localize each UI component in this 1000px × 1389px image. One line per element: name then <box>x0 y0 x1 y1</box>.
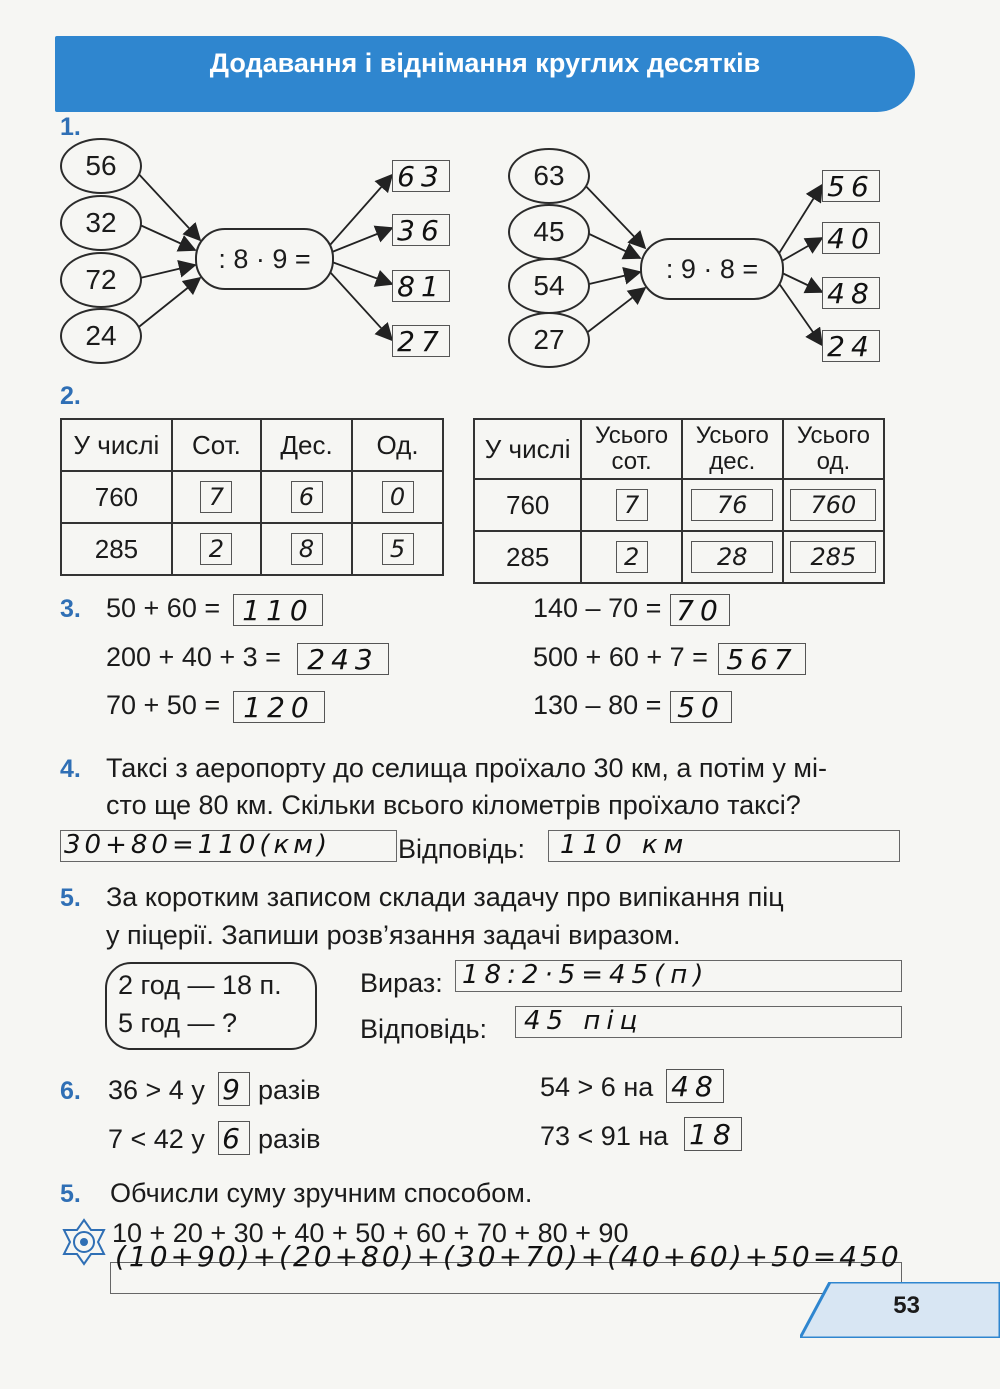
table2-r1-hundreds[interactable]: 7 <box>616 489 648 521</box>
table1-r2-number: 285 <box>61 523 172 575</box>
table2-r2-hundreds[interactable]: 2 <box>616 541 648 573</box>
ex1-left-input-2: 32 <box>60 195 142 251</box>
ex5-note-line-2: 5 год — ? <box>118 1008 237 1038</box>
table1-header-4: Од. <box>352 419 443 471</box>
exercise-6-label: 6. <box>60 1077 81 1105</box>
table2-header-4: Усього од. <box>783 419 884 479</box>
ex1-left-answer-4[interactable]: 27 <box>392 325 450 357</box>
ex3-left-expr-2: 200 + 40 + 3 = <box>106 642 281 672</box>
table1-r1-tens[interactable]: 6 <box>291 481 323 513</box>
ex3-left-expr-3: 70 + 50 = <box>106 690 221 720</box>
difficulty-star-icon <box>60 1218 108 1266</box>
exercise-7-label: 5. <box>60 1180 81 1208</box>
ex3-left-answer-1[interactable]: 110 <box>233 594 323 626</box>
ex3-right-answer-3[interactable]: 50 <box>670 691 732 723</box>
table1-r1-hundreds[interactable]: 7 <box>200 481 232 513</box>
page-number: 53 <box>893 1292 920 1319</box>
table2-r2-ones[interactable]: 285 <box>790 541 876 573</box>
ex7-task: Обчисли суму зручним способом. <box>110 1178 533 1208</box>
table1-r2-tens[interactable]: 8 <box>291 533 323 565</box>
table1-r1-ones[interactable]: 0 <box>382 481 414 513</box>
ex6-left-1-answer[interactable]: 9 <box>218 1072 250 1106</box>
total-units-table <box>473 418 885 584</box>
page-title: Додавання і віднімання круглих десятків <box>209 48 761 78</box>
ex3-left-answer-3[interactable]: 120 <box>233 691 325 723</box>
exercise-1-label: 1. <box>60 113 81 141</box>
ex4-solution[interactable]: 30+80=110(км) <box>64 830 331 860</box>
ex6-left-2-text: 7 < 42 у <box>108 1124 205 1154</box>
ex6-left-1-text: 36 > 4 у <box>108 1075 205 1105</box>
ex5-answer-label: Відповідь: <box>360 1014 488 1044</box>
ex5-note-line-1: 2 год — 18 п. <box>118 970 282 1000</box>
ex4-answer-label: Відповідь: <box>398 834 526 864</box>
ex6-right-2-text: 73 < 91 на <box>540 1121 669 1151</box>
ex4-text-line-1: Таксі з аеропорту до селища проїхало 30 км, а потім у мі- <box>106 753 827 783</box>
ex6-left-2-answer[interactable]: 6 <box>218 1121 250 1155</box>
ex5-text-line-2: у піцерії. Запиши розв’язання задачі виразом. <box>106 920 681 950</box>
table1-header-2: Сот. <box>172 419 261 471</box>
exercise-4-label: 4. <box>60 755 81 783</box>
table2-r2-tens[interactable]: 28 <box>691 541 773 573</box>
table1-r1-number: 760 <box>61 471 172 523</box>
ex1-right-input-3: 54 <box>508 258 590 314</box>
ex3-right-expr-2: 500 + 60 + 7 = <box>533 642 708 672</box>
ex4-answer[interactable]: 110 км <box>560 830 690 860</box>
table2-header-2: Усього сот. <box>581 419 681 479</box>
table1-header-3: Дес. <box>261 419 352 471</box>
exercise-3-label: 3. <box>60 595 81 623</box>
ex6-right-1-text: 54 > 6 на <box>540 1072 654 1102</box>
ex1-left-input-4: 24 <box>60 308 142 364</box>
ex1-left-answer-2[interactable]: 36 <box>392 214 450 246</box>
ex1-left-input-3: 72 <box>60 252 142 308</box>
ex3-left-answer-2[interactable]: 243 <box>297 643 389 675</box>
table1-r2-ones[interactable]: 5 <box>382 533 414 565</box>
ex3-right-answer-2[interactable]: 567 <box>718 643 806 675</box>
ex3-left-expr-1: 50 + 60 = <box>106 593 221 623</box>
table1-header-1: У числі <box>61 419 172 471</box>
table1-r2-hundreds[interactable]: 2 <box>200 533 232 565</box>
table2-header-1: У числі <box>474 419 581 479</box>
ex1-right-input-2: 45 <box>508 204 590 260</box>
exercise-2-label: 2. <box>60 382 81 410</box>
ex6-left-1-suffix: разів <box>258 1075 321 1105</box>
ex1-left-input-1: 56 <box>60 138 142 194</box>
ex7-expression: 10 + 20 + 30 + 40 + 50 + 60 + 70 + 80 + 90 <box>112 1218 629 1248</box>
place-value-table <box>60 418 444 576</box>
ex5-expression[interactable]: 18:2·5=45(п) <box>462 960 710 990</box>
ex1-right-operation: : 9 · 8 = <box>640 238 784 300</box>
ex3-right-expr-3: 130 – 80 = <box>533 690 662 720</box>
ex1-left-answer-1[interactable]: 63 <box>392 160 450 192</box>
ex6-right-2-answer[interactable]: 18 <box>684 1117 742 1151</box>
ex1-right-input-1: 63 <box>508 148 590 204</box>
ex5-text-line-1: За коротким записом склади задачу про випікання піц <box>106 882 784 912</box>
ex3-right-answer-1[interactable]: 70 <box>670 594 730 626</box>
ex1-right-input-4: 27 <box>508 312 590 368</box>
ex1-right-answer-3[interactable]: 48 <box>822 277 880 309</box>
ex3-right-expr-1: 140 – 70 = <box>533 593 662 623</box>
ex1-right-answer-1[interactable]: 56 <box>822 170 880 202</box>
ex1-right-answer-4[interactable]: 24 <box>822 330 880 362</box>
exercise-5-label: 5. <box>60 884 81 912</box>
ex6-left-2-suffix: разів <box>258 1124 321 1154</box>
table2-r2-number: 285 <box>474 531 581 583</box>
table2-r1-number: 760 <box>474 479 581 531</box>
table2-r1-ones[interactable]: 760 <box>790 489 876 521</box>
ex1-left-operation: : 8 · 9 = <box>195 228 334 290</box>
table2-header-3: Усього дес. <box>682 419 783 479</box>
table2-r1-tens[interactable]: 76 <box>691 489 773 521</box>
ex5-expr-label: Вираз: <box>360 968 443 998</box>
ex1-right-answer-2[interactable]: 40 <box>822 222 880 254</box>
ex4-text-line-2: сто ще 80 км. Скільки всього кілометрів проїхало таксі? <box>106 790 801 820</box>
ex1-left-answer-3[interactable]: 81 <box>392 270 450 302</box>
ex5-answer[interactable]: 45 піц <box>524 1006 644 1036</box>
ex7-solution[interactable]: (10+90)+(20+80)+(30+70)+(40+60)+50=450 <box>115 1240 902 1273</box>
ex6-right-1-answer[interactable]: 48 <box>666 1069 724 1103</box>
